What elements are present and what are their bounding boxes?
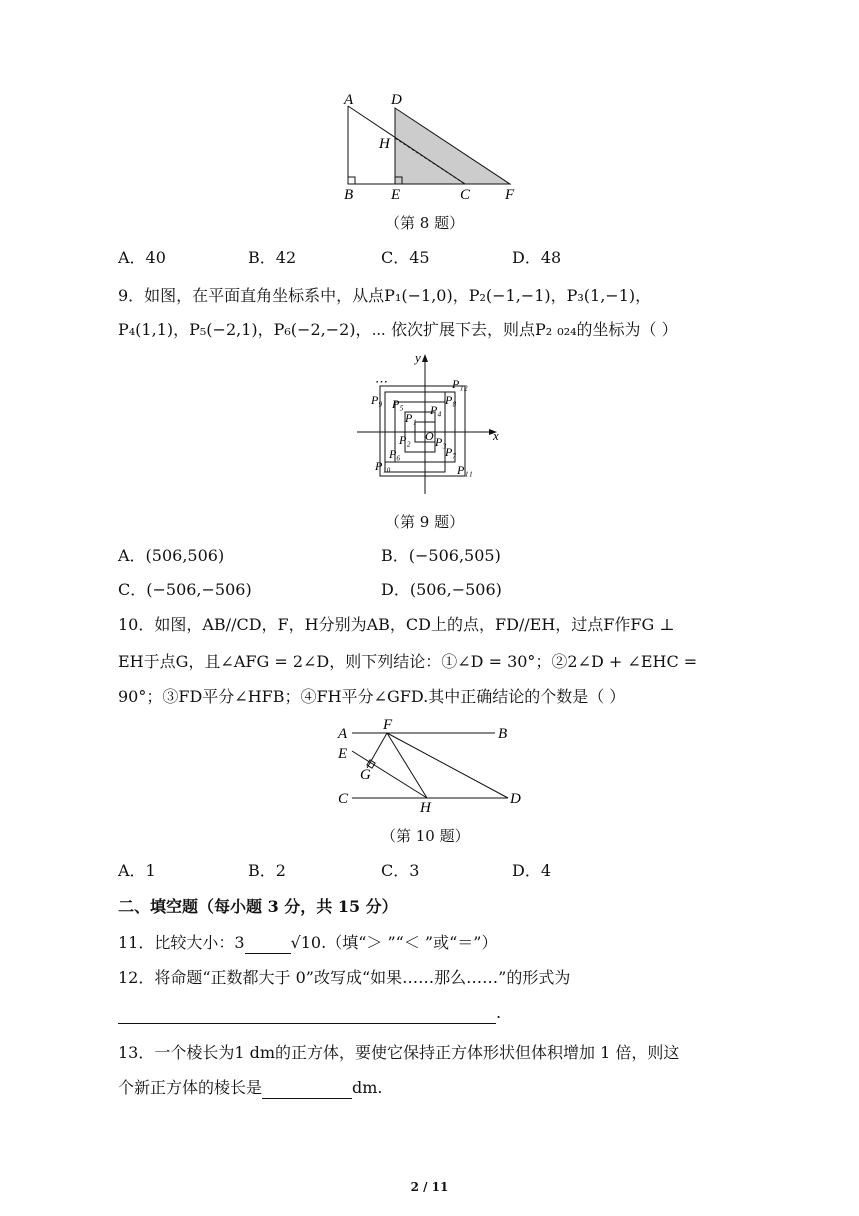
q9-caption: （第 9 题）	[385, 513, 465, 531]
q9-option-a: A．(506,506)	[118, 546, 225, 565]
q8-caption: （第 8 题）	[385, 214, 465, 232]
q9-option-b: B．(−506,505)	[381, 546, 501, 565]
q12-line1: 12．将命题“正数都大于 0”改写成“如果……那么……”的形式为	[118, 968, 571, 987]
label-E: E	[391, 187, 401, 202]
q10-caption: （第 10 题）	[381, 827, 470, 845]
q10-line3: 90°；③FD平分∠HFB；④FH平分∠GFD.其中正确结论的个数是（ ）	[118, 687, 626, 706]
q10-label-A: A	[338, 726, 348, 742]
q9-option-d: D．(506,−506)	[381, 580, 502, 599]
q10-option-b: B．2	[248, 861, 286, 880]
q10-label-B: B	[498, 726, 508, 742]
p5: P₅	[392, 397, 404, 411]
q10-label-E: E	[338, 746, 348, 762]
q10-option-a: A．1	[118, 861, 156, 880]
q8-option-d: D．48	[512, 248, 562, 267]
q10-label-C: C	[338, 791, 349, 807]
q12-blank[interactable]	[118, 1007, 496, 1024]
q8-option-a: A．40	[118, 248, 166, 267]
q10-figure	[330, 715, 530, 815]
q11-blank[interactable]	[245, 937, 291, 954]
p6: P₆	[389, 447, 401, 461]
q10-label-D: D	[510, 791, 521, 807]
q13-post: dm.	[352, 1078, 383, 1097]
q10-label-G: G	[360, 767, 371, 783]
p10: P₁₀	[375, 459, 391, 473]
q9-figure	[355, 346, 515, 496]
label-A: A	[344, 92, 354, 108]
q10-line1: 10．如图，AB//CD，F，H分别为AB，CD上的点，FD//EH，过点F作FG ⊥	[118, 615, 675, 634]
p4: P₄	[430, 403, 442, 417]
q9-line1: 9．如图，在平面直角坐标系中，从点P₁(−1,0)，P₂(−1,−1)，P₃(1,−1)，	[118, 286, 652, 305]
q13-blank[interactable]	[262, 1082, 352, 1099]
q13-line2	[118, 1077, 383, 1099]
page-number: 2 / 11	[410, 1180, 449, 1194]
q13-pre: 个新正方体的棱长是	[118, 1078, 263, 1097]
label-D: D	[391, 92, 402, 108]
p12: P₁₂	[452, 377, 468, 391]
q9-line2: P₄(1,1)，P₅(−2,1)，P₆(−2,−2)，⋯ 依次扩展下去，则点P₂ ₀₂₄的坐标为（ ）	[118, 320, 678, 339]
label-C: C	[460, 187, 471, 202]
p7: P₇	[445, 445, 457, 459]
q10-label-H: H	[420, 800, 431, 815]
label-B: B	[344, 187, 354, 202]
label-H: H	[379, 136, 390, 152]
q10-option-d: D．4	[512, 861, 552, 880]
q9-option-c: C．(−506,−506)	[118, 580, 252, 599]
q10-line2: EH于点G，且∠AFG = 2∠D，则下列结论：①∠D = 30°；②2∠D + ∠EHC =	[118, 652, 698, 671]
q13-line1: 13．一个棱长为1 dm的正方体，要使它保持正方体形状但体积增加 1 倍，则这	[118, 1043, 680, 1062]
p2: P₂	[399, 433, 411, 447]
q11-post: √10.（填“＞ ”“＜ ”或“＝”）	[290, 933, 498, 952]
dots: ⋯	[375, 374, 388, 389]
y-axis-label: y	[415, 350, 421, 365]
q12-line2	[118, 1002, 501, 1024]
q12-end: .	[496, 1003, 502, 1022]
p3: P₃	[435, 435, 447, 449]
origin-label: O	[425, 429, 434, 443]
q11-line	[118, 932, 497, 954]
section-title: 二、填空题（每小题 3 分，共 15 分）	[118, 897, 398, 916]
p1: P₁	[405, 411, 417, 425]
p9: P₉	[371, 393, 383, 407]
x-axis-label: x	[493, 428, 499, 443]
p8: P₈	[445, 393, 457, 407]
q8-option-b: B．42	[248, 248, 297, 267]
q8-figure	[330, 86, 530, 202]
q8-option-c: C．45	[381, 248, 430, 267]
q10-option-c: C．3	[381, 861, 420, 880]
q11-pre: 11．比较大小：3	[118, 933, 245, 952]
label-F: F	[505, 187, 515, 202]
shaded-triangle	[395, 108, 510, 184]
p11: P₁₁	[457, 463, 473, 477]
q10-label-F: F	[383, 717, 393, 733]
